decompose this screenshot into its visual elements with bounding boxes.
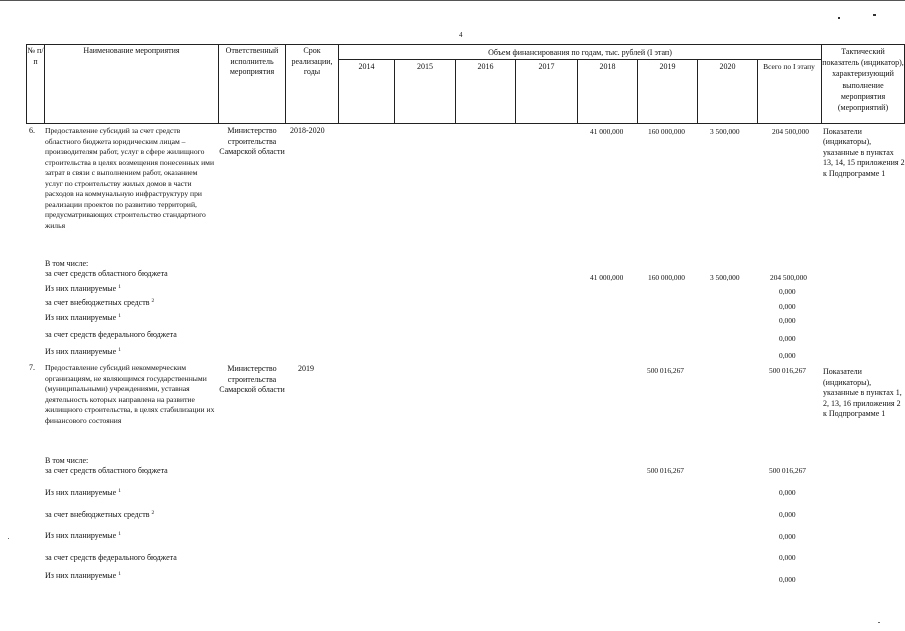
sub-row-label-text: за счет внебюджетных средств bbox=[45, 298, 150, 307]
sub-row-value-total: 0,000 bbox=[779, 488, 796, 497]
sub-row-value-total: 500 016,267 bbox=[769, 466, 806, 475]
header-total: Всего по I этапу bbox=[763, 62, 815, 71]
row-value-2018: 41 000,000 bbox=[590, 127, 624, 136]
header-name: Наименование мероприятия bbox=[83, 46, 180, 55]
header-year-2017: 2017 bbox=[538, 62, 555, 71]
row-executor: Министерство строительства Самарской области bbox=[219, 126, 285, 157]
header-executor: Ответственный исполнитель мероприятия bbox=[225, 46, 279, 77]
sub-row-label bbox=[45, 284, 121, 294]
sub-row-label bbox=[45, 531, 121, 541]
header-indicator: Тактический показатель (индикатор), характеризующий выполнение мероприятия (мероприятий) bbox=[822, 47, 904, 113]
sub-row-label-text: за счет средств федерального бюджета bbox=[45, 553, 177, 562]
sub-row-label-text: Из них планируемые bbox=[45, 313, 117, 322]
row-term: 2019 bbox=[298, 364, 314, 373]
sub-row-label-text: Из них планируемые bbox=[45, 488, 117, 497]
header-year-2015: 2015 bbox=[417, 62, 433, 71]
sub-row-value-total: 204 500,000 bbox=[770, 273, 807, 282]
sub-row-value-total: 0,000 bbox=[779, 351, 796, 360]
row-value-2020: 3 500,000 bbox=[710, 127, 740, 136]
sub-row-label bbox=[45, 269, 168, 279]
sub-row-value-total: 0,000 bbox=[779, 532, 796, 541]
row-value-2019: 160 000,000 bbox=[648, 127, 685, 136]
sub-row-label bbox=[45, 330, 177, 340]
sub-row-value-total: 0,000 bbox=[779, 287, 796, 296]
sub-row-label-text: Из них планируемые bbox=[45, 571, 117, 580]
row-executor: Министерство строительства Самарской области bbox=[219, 364, 285, 395]
footnote-mark: 1 bbox=[118, 284, 121, 290]
row-value-2019: 500 016,267 bbox=[647, 366, 684, 375]
sub-row-label bbox=[45, 347, 121, 357]
page-number: 4 bbox=[459, 31, 463, 39]
header-year-2016: 2016 bbox=[477, 62, 494, 71]
scan-artifact-mark bbox=[873, 14, 876, 16]
row-indicator: Показатели (индикаторы), указанные в пунктах 1, 2, 13, 16 приложения 2 к Подпрограмме 1 bbox=[823, 367, 902, 419]
sub-row-label-text: Из них планируемые bbox=[45, 531, 117, 540]
row-name: Предоставление субсидий некоммерческим организациям, не являющимся государственными (муниципальными) учреждениями, уставная деятельность которых направлена на развитие жилищного строительства, в целях стабилизации их финансового состояния bbox=[45, 363, 215, 425]
sub-row-label bbox=[45, 298, 154, 308]
sub-row-value-total: 0,000 bbox=[779, 334, 796, 343]
header-funding: Объем финансирования по годам, тыс. рублей (I этап) bbox=[488, 48, 672, 57]
sub-row-label bbox=[45, 313, 121, 323]
sub-row-value-total: 0,000 bbox=[779, 302, 796, 311]
footnote-mark: 1 bbox=[118, 531, 121, 537]
sub-header: В том числе: bbox=[45, 259, 89, 268]
sub-row-value-total: 0,000 bbox=[779, 510, 796, 519]
header-no: № п/п bbox=[27, 46, 44, 66]
sub-row-label-text: за счет средств областного бюджета bbox=[45, 269, 168, 278]
scan-artifact-mark bbox=[838, 17, 840, 19]
footnote-mark: 1 bbox=[118, 313, 121, 319]
header-term: Срок реализации, годы bbox=[291, 46, 333, 77]
sub-row-label bbox=[45, 571, 121, 581]
row-indicator: Показатели (индикаторы), указанные в пунктах 13, 14, 15 приложения 2 к Подпрограмме 1 bbox=[823, 127, 905, 178]
header-year-2019: 2019 bbox=[659, 62, 676, 71]
row-number: 6. bbox=[29, 126, 35, 135]
scan-artifact-mark bbox=[878, 622, 880, 623]
row-value-total: 204 500,000 bbox=[772, 127, 809, 136]
sub-row-label bbox=[45, 510, 154, 520]
header-bottom-line bbox=[26, 123, 904, 124]
sub-row-label-text: Из них планируемые bbox=[45, 284, 117, 293]
sub-header: В том числе: bbox=[45, 456, 89, 465]
header-year-2018: 2018 bbox=[599, 62, 616, 71]
row-value-total: 500 016,267 bbox=[769, 366, 806, 375]
header-year-2020: 2020 bbox=[719, 62, 736, 71]
funding-subheader-line bbox=[338, 59, 821, 60]
sub-row-value-total: 0,000 bbox=[779, 575, 796, 584]
footnote-mark: 1 bbox=[118, 347, 121, 353]
sub-row-label bbox=[45, 553, 177, 563]
sub-row-label bbox=[45, 466, 168, 476]
col-line bbox=[285, 44, 286, 124]
sub-row-label-text: за счет средств федерального бюджета bbox=[45, 330, 177, 339]
footnote-mark: 1 bbox=[118, 571, 121, 577]
top-border-line bbox=[0, 0, 905, 1]
footnote-mark: 1 bbox=[118, 488, 121, 494]
footnote-mark: 2 bbox=[151, 298, 155, 304]
row-name: Предоставление субсидий за счет средств областного бюджета юридическим лицам – производителям работ, услуг в сфере жилищного строительства в целях возмещения понесенных ими затрат в связи с выполнением работ, оказанием услуг по строительству жилых домов в части расходов на коммунальную инфраструктуру при реализации проектов по развитию территорий, предусматривающих строительство стандартного жилья bbox=[45, 126, 215, 230]
sub-row-value-2019: 160 000,000 bbox=[648, 273, 685, 282]
sub-row-value-total: 0,000 bbox=[779, 553, 796, 562]
sub-row-value-2018: 41 000,000 bbox=[590, 273, 624, 282]
table-top-line bbox=[26, 44, 904, 45]
row-term: 2018-2020 bbox=[290, 126, 325, 135]
sub-row-label-text: за счет внебюджетных средств bbox=[45, 510, 150, 519]
row-number: 7. bbox=[29, 363, 35, 372]
sub-row-value-2020: 3 500,000 bbox=[710, 273, 740, 282]
footnote-mark: 2 bbox=[151, 510, 155, 516]
sub-row-value-total: 0,000 bbox=[779, 316, 796, 325]
sub-row-label bbox=[45, 488, 121, 498]
sub-row-value-2019: 500 016,267 bbox=[647, 466, 684, 475]
sub-row-label-text: за счет средств областного бюджета bbox=[45, 466, 168, 475]
scan-artifact-mark bbox=[8, 538, 9, 539]
sub-row-label-text: Из них планируемые bbox=[45, 347, 117, 356]
header-year-2014: 2014 bbox=[358, 62, 375, 71]
